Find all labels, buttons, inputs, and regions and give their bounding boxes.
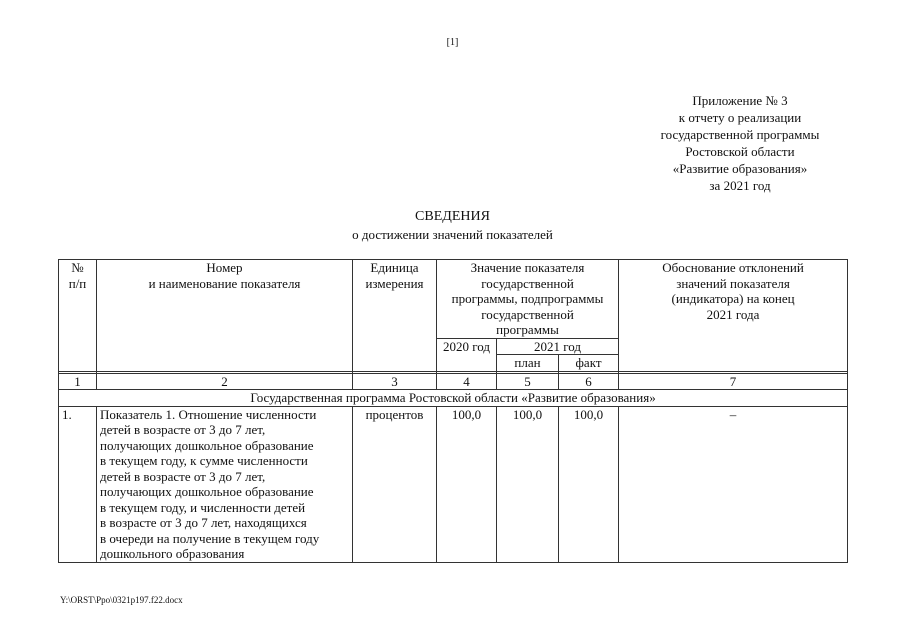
header-text: (индикатора) на конец: [671, 291, 795, 306]
document-subtitle: о достижении значений показателей: [352, 227, 553, 242]
indicators-table: [58, 259, 848, 563]
document-title: СВЕДЕНИЯ: [415, 209, 490, 224]
row-fact-2021: 100,0: [559, 406, 619, 562]
row-unit: процентов: [353, 406, 437, 562]
header-name: [97, 260, 353, 372]
appendix-line: Ростовской области: [685, 144, 795, 159]
header-text: и наименование показателя: [148, 275, 301, 291]
header-text: Значение показателя: [470, 260, 585, 275]
row-value-2020: 100,0: [437, 406, 497, 562]
appendix-line: «Развитие образования»: [672, 161, 808, 176]
appendix-line: к отчету о реализации: [678, 110, 802, 125]
row-name-line: получающих дошкольное образование: [100, 437, 314, 453]
footer-file-path: Y:\ORST\Ppo\0321p197.f22.docx: [60, 595, 183, 605]
header-year-2020: 2020 год: [437, 338, 497, 371]
column-number: 5: [497, 373, 559, 390]
header-text: Единица: [370, 260, 419, 275]
header-unit: [353, 260, 437, 372]
row-name-line: в возрасте от 3 до 7 лет, находящихся: [100, 515, 307, 530]
table-row: [59, 406, 848, 562]
header-text: Номер: [206, 260, 243, 275]
header-text: 2021 года: [706, 306, 760, 322]
header-text: программы: [496, 322, 559, 337]
header-plan: план: [497, 355, 559, 372]
row-plan-2021: 100,0: [497, 406, 559, 562]
row-reason: –: [619, 406, 848, 562]
appendix-line: Приложение № 3: [692, 93, 788, 108]
header-text: значений показателя: [676, 275, 790, 291]
appendix-note: [640, 92, 840, 194]
column-number: 4: [437, 373, 497, 390]
column-number: 3: [353, 373, 437, 390]
header-reason: [619, 260, 848, 372]
row-name-line: Показатель 1. Отношение численности: [100, 406, 317, 422]
header-text: государственной: [481, 275, 574, 291]
row-name-line: детей в возрасте от 3 до 7 лет,: [100, 422, 266, 437]
column-number: 2: [97, 373, 353, 390]
row-num: 1.: [59, 406, 97, 562]
header-text: п/п: [68, 275, 87, 291]
row-name-line: в текущем году, к сумме численности: [100, 453, 308, 468]
section-row: [59, 390, 848, 407]
row-name-line: дошкольного образования: [100, 546, 245, 561]
header-text: №: [71, 260, 84, 275]
section-title: Государственная программа Ростовской области «Развитие образования»: [59, 390, 848, 407]
header-text: государственной: [481, 306, 574, 322]
row-name-line: детей в возрасте от 3 до 7 лет,: [100, 468, 266, 484]
header-row: [59, 260, 848, 339]
column-number: 7: [619, 373, 848, 390]
appendix-line: за 2021 год: [709, 178, 771, 193]
header-text: Обоснование отклонений: [662, 260, 804, 275]
header-text: программы, подпрограммы: [451, 291, 604, 306]
column-number: 6: [559, 373, 619, 390]
row-name-line: в очереди на получение в текущем году: [100, 530, 320, 546]
column-numbers-row: [59, 373, 848, 390]
header-value: [437, 260, 619, 339]
column-number: 1: [59, 373, 97, 390]
row-name-line: получающих дошкольное образование: [100, 484, 314, 499]
header-text: измерения: [365, 275, 424, 291]
header-year-2021: 2021 год: [497, 338, 619, 355]
page-number: [1]: [446, 37, 459, 48]
header-fact: факт: [559, 355, 619, 372]
header-num: [59, 260, 97, 372]
row-name: [97, 406, 353, 562]
row-name-line: в текущем году, и численности детей: [100, 499, 306, 515]
appendix-line: государственной программы: [660, 127, 820, 142]
